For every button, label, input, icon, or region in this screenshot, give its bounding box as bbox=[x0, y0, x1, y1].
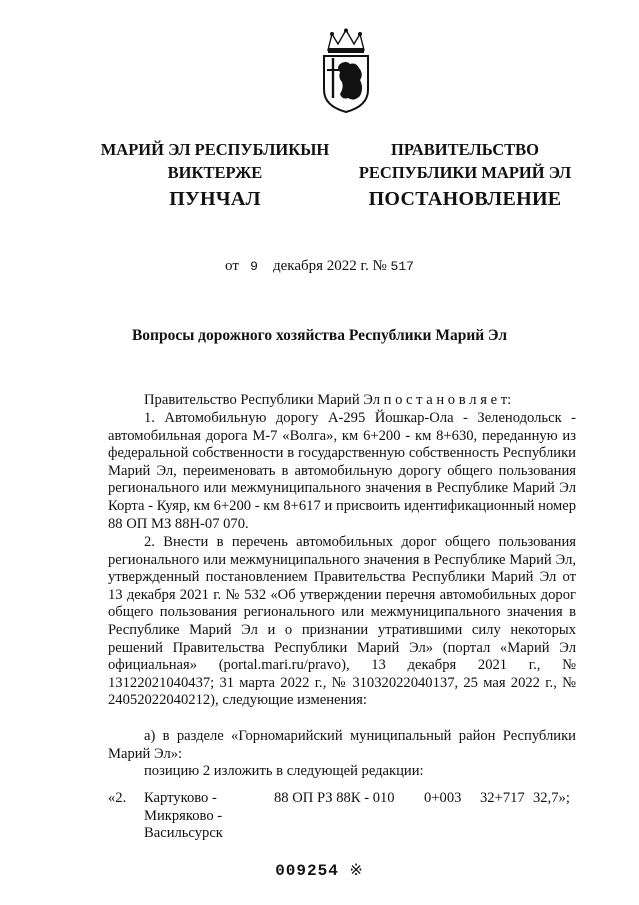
paragraph-3: а) в разделе «Горномарийский муниципальный район Республики Марий Эл»: bbox=[108, 728, 576, 762]
road-name-line1: Картуково - bbox=[144, 790, 217, 806]
header-right-title: ПОСТАНОВЛЕНИЕ bbox=[368, 188, 562, 210]
date-line bbox=[0, 258, 639, 275]
header-left-line1: МАРИЙ ЭЛ РЕСПУБЛИКЫН bbox=[100, 140, 330, 159]
km-start: 0+003 bbox=[424, 790, 462, 806]
header-left-title: ПУНЧАЛ bbox=[169, 188, 261, 210]
road-code: 88 ОП РЗ 88К - 010 bbox=[274, 790, 395, 806]
coat-of-arms-emblem bbox=[318, 28, 374, 114]
form-serial-number: 009254 bbox=[275, 862, 339, 880]
date-rest: декабря 2022 г. № bbox=[272, 258, 387, 274]
row-number: «2. bbox=[108, 790, 127, 806]
star-mark-icon: ※ bbox=[349, 862, 364, 880]
road-name-line2: Микряково - bbox=[144, 807, 223, 824]
km-end: 32+717 bbox=[480, 790, 525, 806]
header-right-line1: ПРАВИТЕЛЬСТВО bbox=[391, 140, 539, 159]
document-title: Вопросы дорожного хозяйства Республики Марий Эл bbox=[131, 327, 508, 344]
footer-stamp bbox=[0, 860, 639, 880]
paragraph-4: позицию 2 изложить в следующей редакции: bbox=[144, 763, 424, 779]
header-right-line2: РЕСПУБЛИКИ МАРИЙ ЭЛ bbox=[358, 163, 572, 182]
header-right-block bbox=[350, 138, 580, 211]
paragraph-intro: Правительство Республики Марий Эл п о с т а н о в л я е т: bbox=[144, 392, 512, 408]
date-prefix: от bbox=[225, 258, 239, 274]
header-left-block bbox=[90, 138, 340, 211]
paragraph-1: 1. Автомобильную дорогу А-295 Йошкар-Ола - Зеленодольск - автомобильная дорога М-7 «Волга», км 6+200 - км 8+630, переданную из федеральной собственности в государственную собственность Республики Марий Эл, переименовать в автомобильную дорогу общего пользования регионального или межмуниципального значения в Республике Марий Эл Корта - Куяр, км 6+200 - км 8+617 и присвоить идентификационный номер 88 ОП МЗ 88Н-07 070. bbox=[108, 410, 576, 532]
road-name-line3: Васильсурск bbox=[144, 825, 223, 842]
date-day: 9 bbox=[250, 259, 258, 274]
document-number: 517 bbox=[390, 259, 414, 274]
header-left-line2: ВИКТЕРЖЕ bbox=[167, 163, 263, 182]
road-length: 32,7»; bbox=[533, 790, 570, 806]
paragraph-2: 2. Внести в перечень автомобильных дорог общего пользования регионального или межмуниципального значения в Республике Марий Эл, утвержденный постановлением Правительства Республики Марий Эл от 13 декабря 2021 г. № 532 «Об утверждении перечня автомобильных дорог общего пользования регионального или межмуниципального значения в Республике Марий Эл и о признании утратившими силу некоторых решений Правительства Республики Марий Эл» (портал «Марий Эл официальная» (portal.mari.ru/pravo), 13 декабря 2021 г., № 13122021040437; 31 марта 2022 г., № 31032022040137, 25 мая 2022 г., № 24052022040212), следующие изменения: bbox=[108, 534, 576, 709]
